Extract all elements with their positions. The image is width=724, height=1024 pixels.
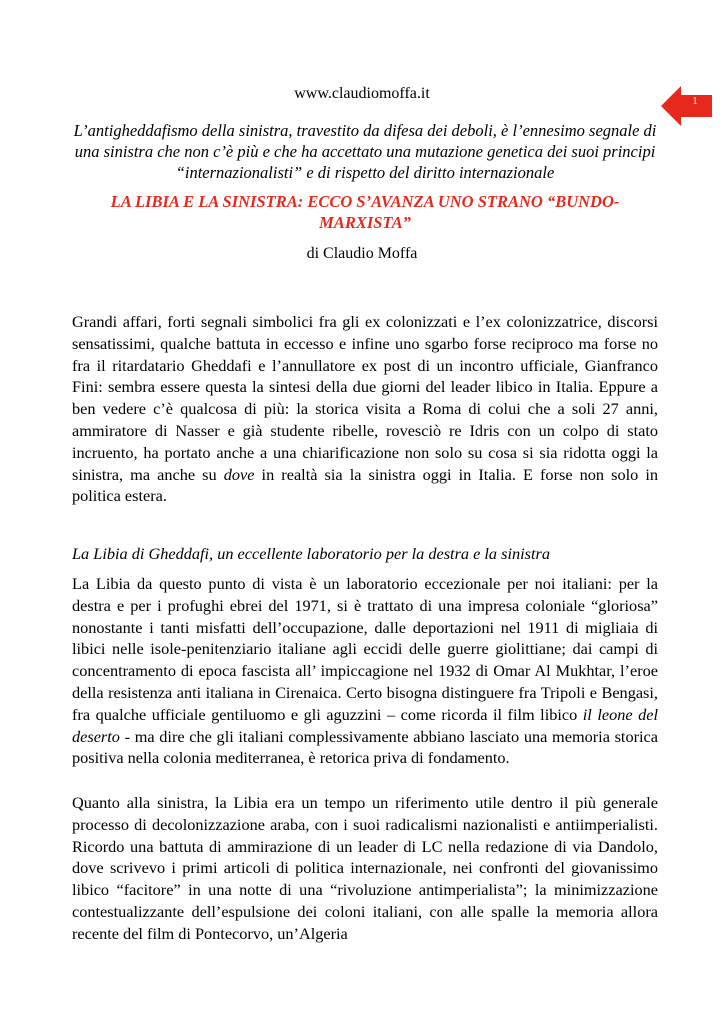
para-text: La Libia da questo punto di vista è un laboratorio eccezionale per noi italiani: per la destra e per i profughi ebrei del 1971, si è trattato di una impresa coloniale “gloriosa” nonostante i tanti misfatti dell’occupazione, dalle deportazioni nel 1911 di migliaia di libici nelle isole-penitenziario italiane agli eccidi delle guerre giolittiane; dai campi di concentramento di epoca fascista all’ impiccagione nel 1932 di Omar Al Mukhtar, l’eroe della resistenza anti italiana in Cirenaica. Certo bisogna distinguere fra Tripoli e Bengasi, fra qualche ufficiale gentiluomo e gli aguzzini – come ricorda il film libico bbox=[72, 574, 658, 724]
para-emphasis: il leone del deserto bbox=[72, 704, 659, 746]
para-text: - ma dire che gli italiani complessivamente abbiano lasciato una memoria storica positiva nella colonia mediterranea, è retorica priva di fondamento. bbox=[72, 726, 658, 768]
subtitle: L’antigheddafismo della sinistra, travestito da difesa dei deboli, è l’ennesimo segnale di una sinistra che non c’è più e che ha accettato una mutazione genetica dei suoi principi “internazionalisti” e di rispetto del diritto internazionale bbox=[73, 121, 657, 182]
article-title: LA LIBIA E LA SINISTRA: ECCO S’AVANZA UNO STRANO “BUNDO-MARXISTA” bbox=[110, 192, 620, 232]
para-emphasis: dove bbox=[223, 464, 255, 484]
byline: di Claudio Moffa bbox=[306, 245, 418, 262]
para-text: Grandi affari, forti segnali simbolici fra gli ex colonizzati e l’ex colonizzatrice, discorsi sensatissimi, qualche battuta in eccesso e infine uno sgarbo forse reciproco ma forse no fra il ritardatario Gheddafi e l’annullatore ex post di un incontro ufficiale, Gianfranco Fini: sembra essere questa la sintesi della due giorni del leader libico in Italia. Eppure a ben vedere c’è qualcosa di più: la storica visita a Roma di colui che a soli 27 anni, ammiratore di Nasser e già studente ribelle, rovesciò re Idris con un colpo di stato incruento, ha portato anche a una chiarificazione non solo su cosa si sia ridotta oggi la sinistra, ma anche su bbox=[72, 312, 658, 484]
paragraph-left: Quanto alla sinistra, la Libia era un tempo un riferimento utile dentro il più generale processo di decolonizzazione araba, con i suoi radicalismi nazionalisti e antiimperialisti. Ricordo una battuta di ammirazione di un leader di LC nella redazione di via Dandolo, dove scrivevo i primi articoli di politica internazionale, nei confronti del giovanissimo libico “facitore” in una notte di una “rivoluzione antimperialista”; la minimizzazione contestualizzante dell’espulsione dei coloni italiani, con alle spalle la memoria allora recente del film di Pontecorvo, un’Algeria bbox=[72, 793, 658, 943]
paragraph-intro bbox=[72, 311, 658, 507]
site-url[interactable]: www.claudiomoffa.it bbox=[294, 85, 430, 102]
paragraph-libya-laboratory bbox=[72, 573, 658, 769]
section-heading: La Libia di Gheddafi, un eccellente laboratorio per la destra e la sinistra bbox=[72, 544, 551, 563]
page-number: 1 bbox=[692, 95, 698, 107]
para-text: in realtà sia la sinistra oggi in Italia. E forse non solo in politica estera. bbox=[72, 464, 659, 506]
